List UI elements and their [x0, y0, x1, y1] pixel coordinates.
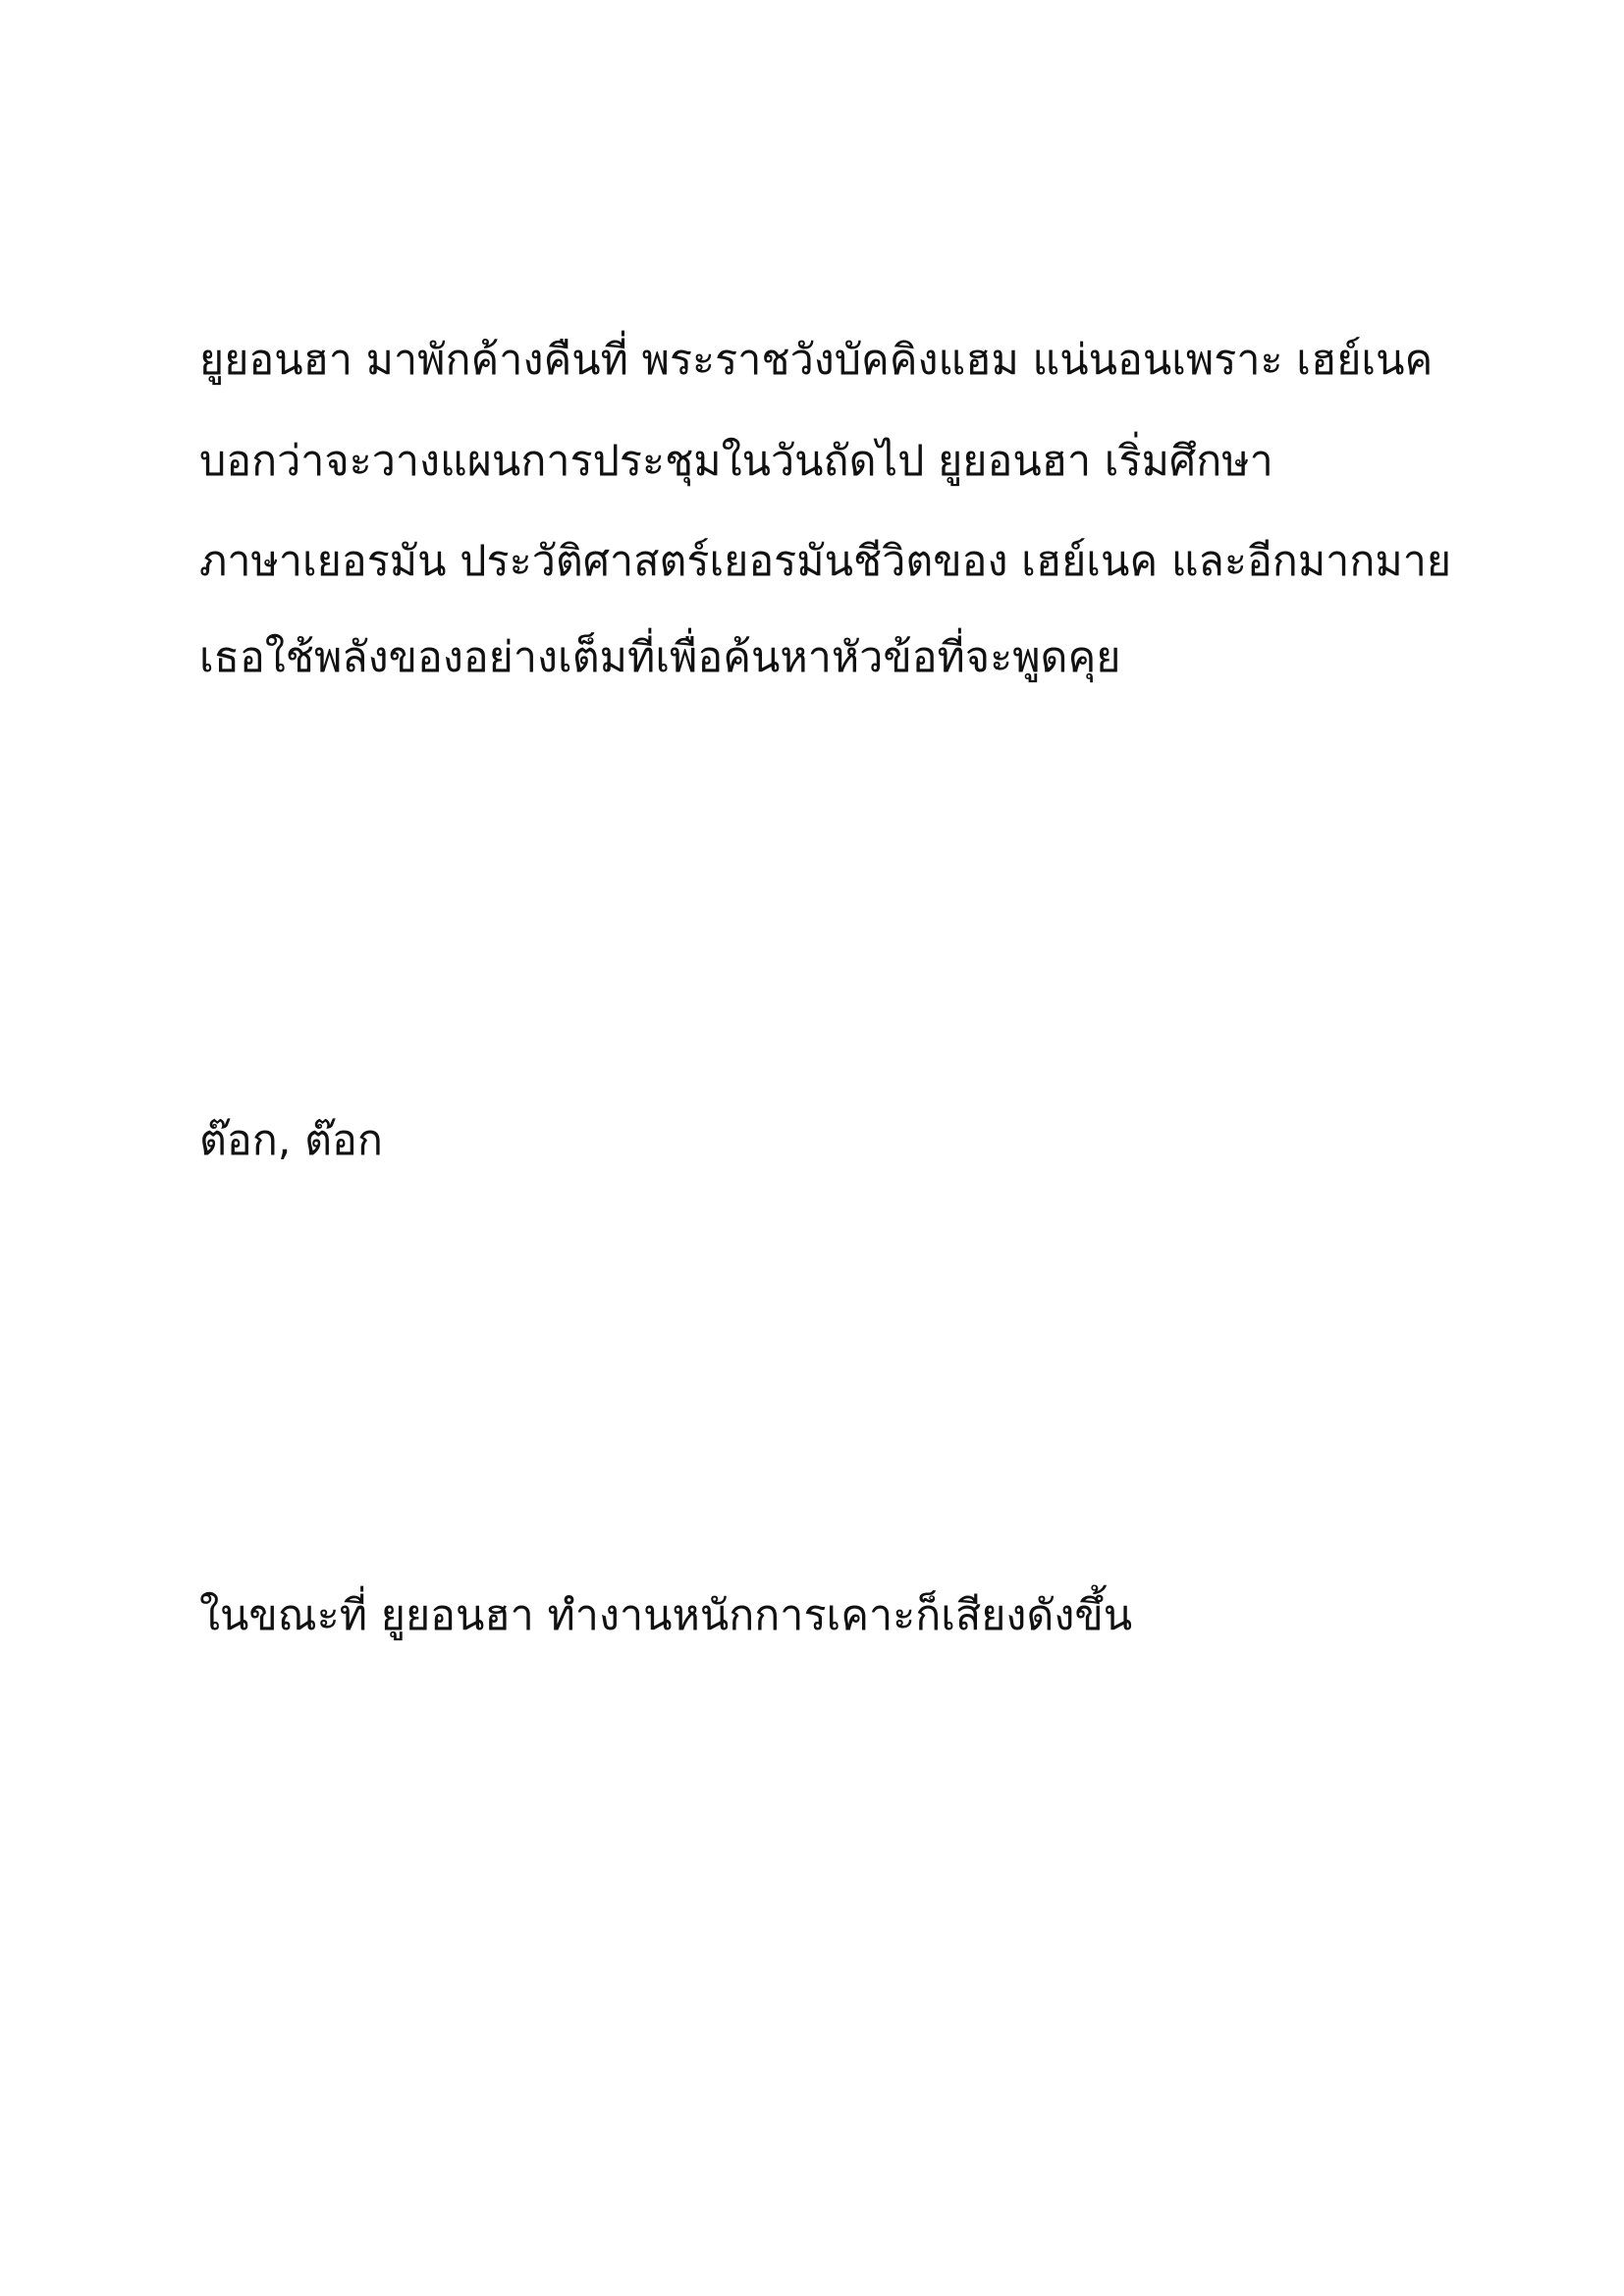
- paragraph-line: เธอใช้พลังของอย่างเต็มที่เพื่อค้นหาหัวข้อที่จะพูดคุย: [199, 633, 1121, 682]
- sound-effect-text: ต๊อก, ต๊อก: [199, 1116, 383, 1165]
- paragraph-line: ภาษาเยอรมัน ประวัติศาสตร์เยอรมันชีวิตของ เฮย์เนค และอีกมากมาย: [199, 537, 1452, 586]
- paragraph-line: ยูยอนฮา มาพักค้างคืนที่ พระราชวังบัคคิงแฮม แน่นอนเพราะ เฮย์เนค: [199, 336, 1434, 385]
- paragraph-line: บอกว่าจะวางแผนการประชุมในวันถัดไป ยูยอนฮา เริ่มศึกษา: [199, 437, 1273, 486]
- paragraph-2: ในขณะที่ ยูยอนฮา ทำงานหนักการเคาะก็เสียงดังขึ้น: [199, 1591, 1133, 1640]
